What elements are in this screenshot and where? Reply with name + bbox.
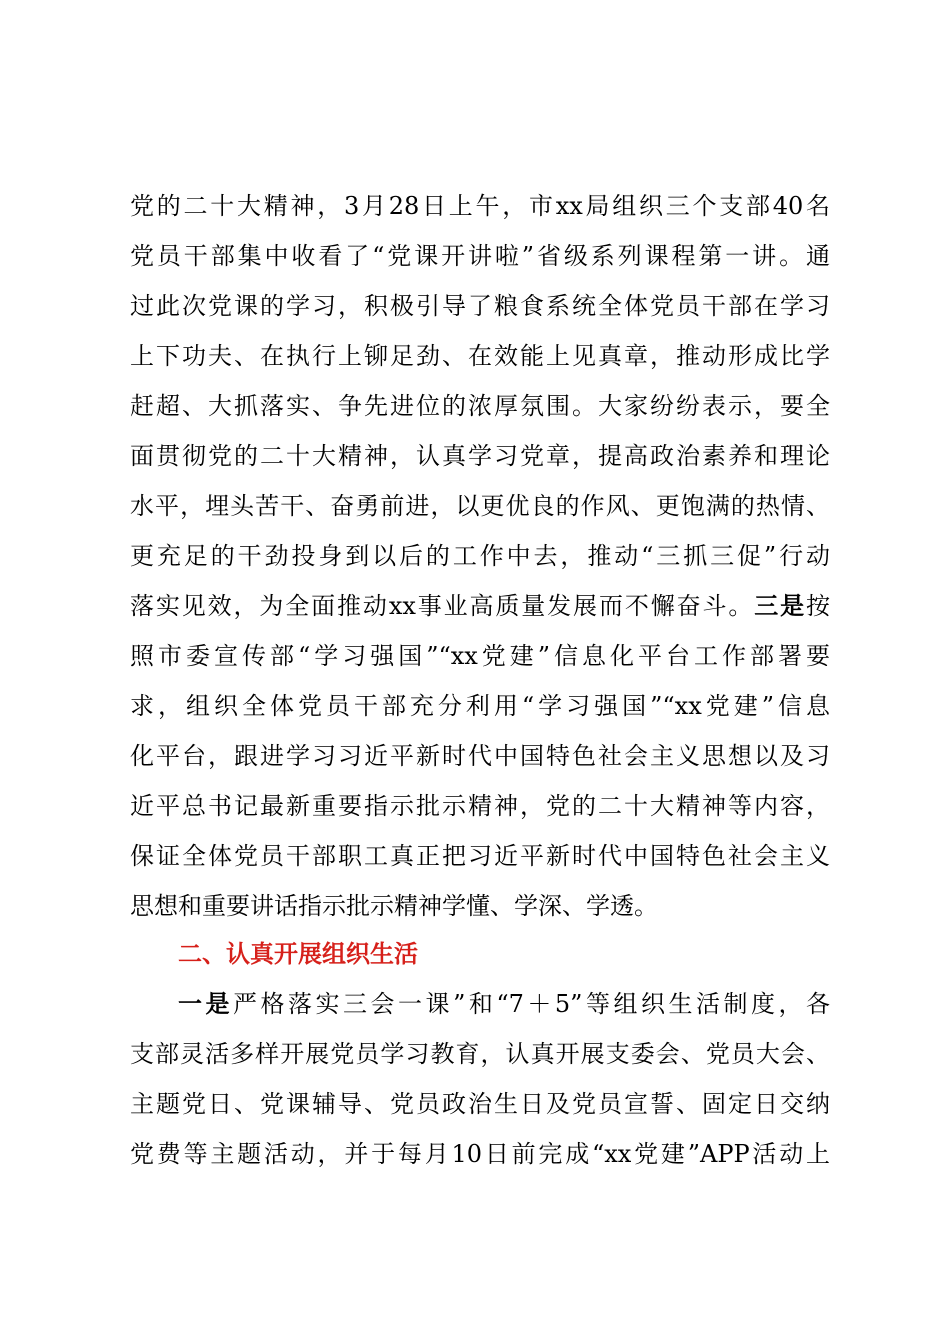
text-line: 过此次党课的学习，积极引导了粮食系统全体党员干部在学习 xyxy=(130,292,830,320)
text-line: 面贯彻党的二十大精神，认真学习党章，提高政治素养和理论 xyxy=(130,442,830,470)
text-line-mixed xyxy=(178,984,830,1024)
text-line: 党员干部集中收看了“党课开讲啦”省级系列课程第一讲。通 xyxy=(130,242,830,270)
text-line: 上下功夫、在执行上铆足劲、在效能上见真章，推动形成比学 xyxy=(130,342,830,370)
text-line: 化平台，跟进学习习近平新时代中国特色社会主义思想以及习 xyxy=(130,742,830,770)
bold-marker: 三是 xyxy=(754,591,806,620)
section-heading: 二、认真开展组织生活 xyxy=(178,940,418,968)
text-segment: 按 xyxy=(806,592,830,620)
text-line: 水平，埋头苦干、奋勇前进，以更优良的作风、更饱满的热情、 xyxy=(130,492,830,520)
text-line: 主题党日、党课辅导、党员政治生日及党员宣誓、固定日交纳 xyxy=(130,1090,830,1118)
bold-marker: 一是 xyxy=(178,989,234,1018)
text-line-mixed xyxy=(130,586,830,626)
text-line: 更充足的干劲投身到以后的工作中去，推动“三抓三促”行动 xyxy=(130,542,830,570)
text-line: 赶超、大抓落实、争先进位的浓厚氛围。大家纷纷表示，要全 xyxy=(130,392,830,420)
text-line: 党费等主题活动，并于每月10日前完成“xx党建”APP活动上 xyxy=(130,1140,830,1168)
text-segment: 落实见效，为全面推动xx事业高质量发展而不懈奋斗。 xyxy=(130,592,755,620)
text-line: 保证全体党员干部职工真正把习近平新时代中国特色社会主义 xyxy=(130,842,830,870)
text-line: 照市委宣传部“学习强国”“xx党建”信息化平台工作部署要 xyxy=(130,642,830,670)
text-line: 求，组织全体党员干部充分利用“学习强国”“xx党建”信息 xyxy=(130,692,830,720)
text-line: 支部灵活多样开展党员学习教育，认真开展支委会、党员大会、 xyxy=(130,1040,830,1068)
text-line-last: 思想和重要讲话指示批示精神学懂、学深、学透。 xyxy=(130,892,658,920)
text-segment: 严格落实三会一课”和“7＋5”等组织生活制度，各 xyxy=(233,990,830,1018)
text-line: 党的二十大精神，3月28日上午，市xx局组织三个支部40名 xyxy=(130,192,830,220)
text-line: 近平总书记最新重要指示批示精神，党的二十大精神等内容， xyxy=(130,792,830,820)
